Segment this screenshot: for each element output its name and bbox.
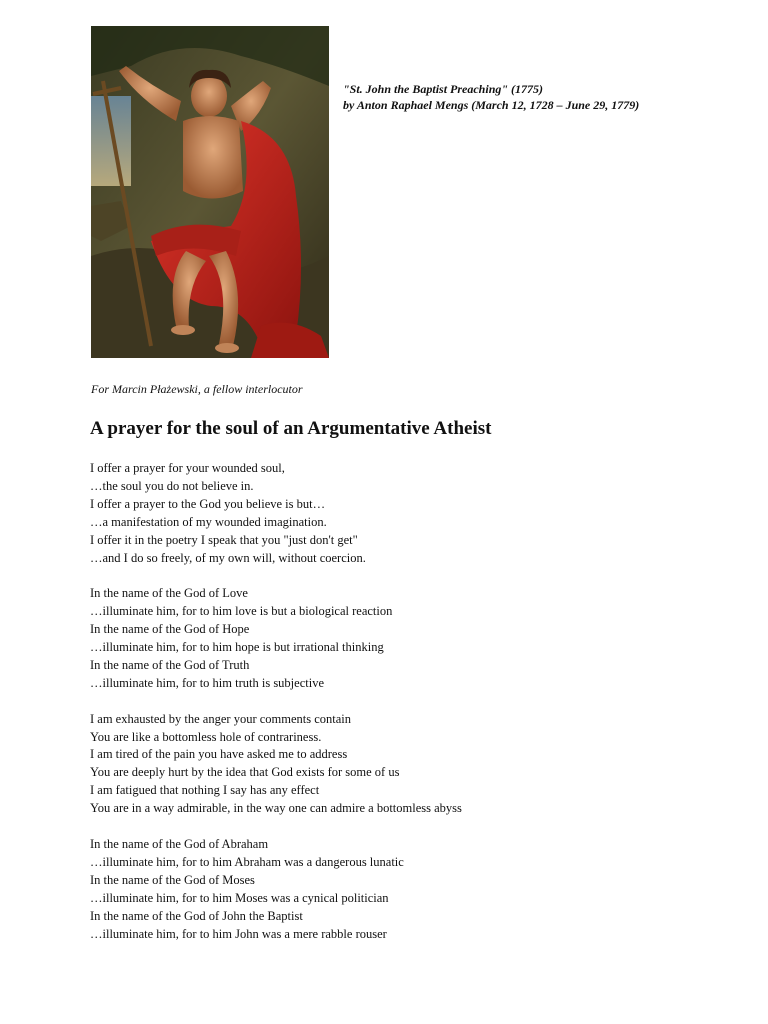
- stanza: [90, 836, 462, 943]
- poem-line: I offer it in the poetry I speak that you "just don't get": [90, 532, 358, 547]
- painting-image: [91, 26, 329, 358]
- stanza: [90, 460, 462, 567]
- poem-line: …the soul you do not believe in.: [90, 478, 254, 493]
- poem-line: I offer a prayer to the God you believe is but…: [90, 496, 326, 511]
- poem-line: …and I do so freely, of my own will, without coercion.: [90, 550, 366, 565]
- poem-line: …a manifestation of my wounded imagination.: [90, 514, 327, 529]
- poem-line: You are in a way admirable, in the way one can admire a bottomless abyss: [90, 801, 462, 816]
- painting-caption: [343, 81, 639, 113]
- poem-line: In the name of the God of Hope: [90, 622, 250, 637]
- poem-line: You are deeply hurt by the idea that God exists for some of us: [90, 765, 400, 780]
- poem-title: A prayer for the soul of an Argumentative Atheist: [90, 418, 492, 439]
- poem-line: …illuminate him, for to him Abraham was a dangerous lunatic: [90, 854, 404, 869]
- poem-line: I am exhausted by the anger your comments contain: [90, 711, 352, 726]
- poem-line: In the name of the God of John the Baptist: [90, 908, 303, 923]
- caption-artist: by Anton Raphael Mengs (March 12, 1728 – June 29, 1779): [343, 98, 640, 112]
- poem-line: You are like a bottomless hole of contrariness.: [90, 729, 322, 744]
- poem-line: In the name of the God of Abraham: [90, 836, 269, 851]
- poem-line: …illuminate him, for to him truth is subjective: [90, 675, 324, 690]
- stanza: [90, 585, 462, 692]
- poem-line: In the name of the God of Truth: [90, 657, 250, 672]
- poem-line: I offer a prayer for your wounded soul,: [90, 461, 285, 475]
- poem-line: I am tired of the pain you have asked me to address: [90, 747, 348, 762]
- poem-line: …illuminate him, for to him hope is but irrational thinking: [90, 640, 384, 655]
- caption-title: "St. John the Baptist Preaching" (1775): [343, 82, 544, 96]
- poem-line: In the name of the God of Moses: [90, 872, 255, 887]
- stanza: [90, 711, 462, 818]
- poem-line: …illuminate him, for to him love is but a biological reaction: [90, 604, 393, 619]
- dedication: For Marcin Płażewski, a fellow interlocutor: [91, 382, 303, 396]
- poem-line: I am fatigued that nothing I say has any effect: [90, 783, 320, 798]
- poem-line: …illuminate him, for to him John was a mere rabble rouser: [90, 926, 387, 941]
- poem-body: [90, 460, 462, 961]
- poem-line: In the name of the God of Love: [90, 586, 248, 601]
- poem-line: …illuminate him, for to him Moses was a cynical politician: [90, 890, 389, 905]
